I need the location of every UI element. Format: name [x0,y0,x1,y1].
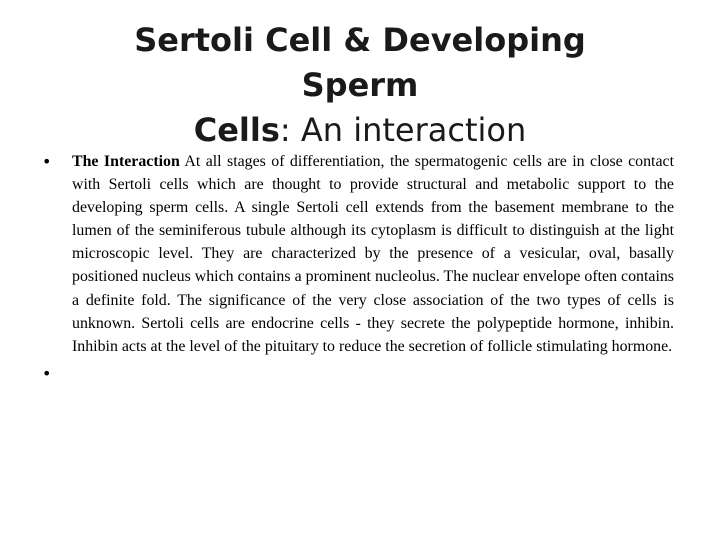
title-line-2-rest: : An interaction [279,111,527,149]
bullet-list [30,150,680,388]
title-line-2-bold: Cells [193,111,280,149]
bullet-marker: • [42,363,52,383]
bullet-body: At all stages of differentiation, the spermatogenic cells are in close contact with Sertoli cells which are thought to provide structural and metabolic support to the developing sperm cells. A single Sertoli cell extends from the basement membrane to the lumen of the seminiferous tubule although its cytoplasm is difficult to distinguish at the light microscopic level. They are characterized by the presence of a vesicular, oval, basally positioned nucleus which contains a prominent nucleolus. The nuclear envelope often contains a definite fold. The significance of the very close association of the two types of cells is unknown. Sertoli cells are endocrine cells - they secrete the polypeptide hormone, inhibin. Inhibin acts at the level of the pituitary to reduce the secretion of follicle stimulating hormone. [72,153,674,355]
bullet-marker: • [42,152,52,171]
bullet-lead: The Interaction [72,153,180,170]
bullet-paragraph [72,150,674,358]
bullet-item-empty [30,358,680,388]
bullet-item [30,150,680,358]
slide-title [90,18,630,153]
title-line-1: Sertoli Cell & Developing Sperm [134,21,586,104]
